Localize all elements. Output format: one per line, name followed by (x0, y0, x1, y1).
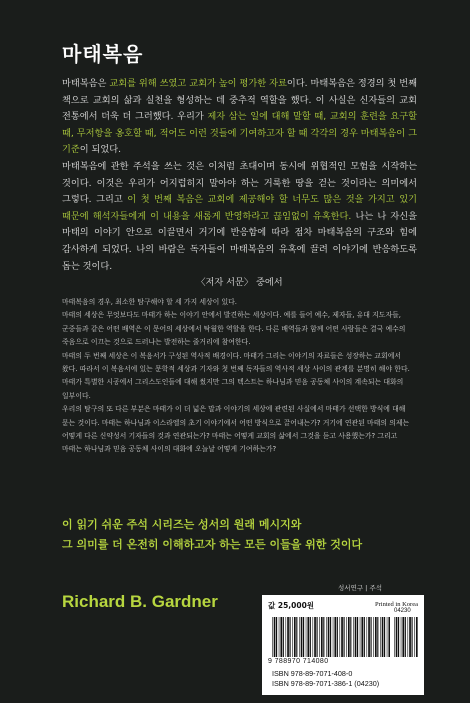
barcode-digits: 9 788970 714080 (268, 658, 329, 665)
series-slogan (62, 515, 422, 554)
intro-text: 마태복음에 관한 주석을 쓰는 것은 이처럼 초대이며 동시에 위협적인 모험을 시작하는 것이다. 이것은 우리가 어지럽히지 말아야 하는 거룩한 땅을 걷는 것이라는 의미에서 그렇다. 그리고 (62, 160, 417, 206)
intro-paragraph-1 (62, 76, 417, 159)
printed-in-label: Printed in Korea (375, 601, 418, 608)
isbn-volume: ISBN 978-89-7071-386-1 (04230) (272, 679, 380, 688)
highlighted-text: 이 첫 번째 복음은 교회에 제공해야 할 너무도 많은 것을 가지고 있기 때문에 해석자들에게 이 내용을 새롭게 반영하라고 끊임없이 유혹한다. (62, 194, 417, 222)
isbn-set: ISBN 978-89-7071-408-0 (272, 669, 353, 678)
series-label: 성서연구 | 주석 (338, 584, 382, 592)
body-paragraph: 마태복음의 경우, 최소한 탐구해야 할 세 가지 세상이 있다. (62, 298, 237, 306)
intro-paragraph-2 (62, 159, 417, 275)
addon-barcode-icon (394, 617, 418, 657)
intro-excerpt (62, 76, 417, 292)
book-title: 마태복음 (62, 42, 144, 66)
intro-text: 나는 나 자신을 마태의 이야기 안으로 이끌면서 거기에 반응함에 따라 점차 마태복음의 구조와 힘에 감사하게 되었다. 나의 바람은 독자들이 마태복음의 유혹에 끌려 이야기에 반응하도록 돕는 것이다. (62, 210, 417, 272)
intro-text: 마태복음은 (62, 78, 110, 89)
slogan-line: 이 읽기 쉬운 주석 시리즈는 성서의 원래 메시지와 (62, 518, 302, 531)
barcode-panel (262, 595, 424, 695)
body-paragraph: 우리의 탐구의 또 다른 부분은 마태가 이 더 넓은 말과 이야기의 세상에 관련된 사실에서 마태가 선택한 방식에 대해 묻는 것이다. 마태는 하나님과 이스라엘의 초기 이야기에서 어떤 방식으로 끌어내는가? 거기에 연관된 마태의 의제는 어떻게 다른 신약성서 기자들의 것과 연관되는가? 마태는 어떻게 교회의 삶에서 그것을 듣고 사용했는가? 그리고 마태는 하나님과 믿음 공동체 사이의 대화에 오늘날 어떻게 기여하는가? (62, 405, 410, 454)
description-body (62, 296, 414, 457)
barcode-icon (272, 617, 390, 657)
price-label: 값 25,000원 (268, 601, 315, 610)
highlighted-text: 교회를 위해 쓰였고 교회가 높이 평가한 자료 (109, 78, 287, 89)
body-paragraph: 마태의 두 번째 세상은 이 복음서가 구성된 역사적 배경이다. 마태가 그리는 이야기의 자료들은 성장하는 교회에서 왔다. 따라서 이 복음서에 있는 문학적 세상과 기자와 첫 번째 독자들의 역사적 세상 사이의 관계를 분명히 해야 한다. 마태가 특별한 시공에서 그리스도인들에 대해 썼지만 그의 텍스트는 하나님과 믿음 공동체 사이의 계속되는 대화의 일부이다. (62, 351, 410, 400)
author-name: Richard B. Gardner (62, 592, 218, 611)
intro-text: 이 되었다. (79, 144, 122, 156)
body-paragraph: 마태의 세상은 무엇보다도 마태가 하는 이야기 안에서 발견하는 세상이다. 예를 들어 예수, 제자들, 유대 지도자들, 군중들과 같은 어떤 배역은 이 문어의 세상에서 탁월한 역할을 한다. 다른 배역들과 함께 어떤 사람들은 결국 예수의 죽음으로 이끄는 것으로 드러나는 발전하는 줄거리에 참여한다. (62, 311, 406, 347)
intro-text: 이다. 마태복음은 정경의 첫 번째 책으로 교회의 삶과 실천을 형성하는 데 중추적 역할을 했다. 이 사실은 신자들의 교회 전통에서 더욱 더 그러했다. 우리가 (62, 78, 417, 123)
addon-code: 04230 (394, 608, 411, 614)
slogan-line: 그 의미를 더 온전히 이해하고자 하는 모든 이들을 위한 것이다 (62, 537, 363, 551)
highlighted-text: 제자 삼는 일에 대해 말할 때, 교회의 훈련을 요구할 때, 무저항을 옹호할 때, 적어도 이런 것들에 기여하고자 할 때 각각의 경우 마태복음이 그 기준 (62, 111, 417, 156)
excerpt-source: 〈저자 서문〉 중에서 (196, 277, 283, 289)
